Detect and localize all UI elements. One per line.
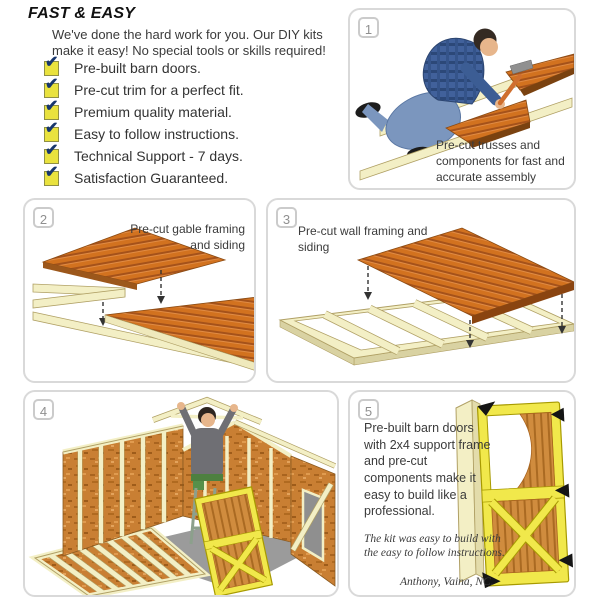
step-number-badge: 5 (358, 399, 379, 420)
checklist-item (44, 163, 244, 189)
checklist-item (44, 141, 244, 167)
check-icon: ✔ (44, 61, 59, 76)
checklist-item-label: Technical Support - 7 days. (74, 148, 243, 164)
step-panel-5-barn-door (348, 390, 576, 597)
step-panel-4-shed-assembly (23, 390, 339, 597)
step-panel-1-trusses (348, 8, 576, 190)
checklist-item-label: Satisfaction Guaranteed. (74, 170, 229, 186)
testimonial-attribution: Anthony, Vaina, NC. (400, 576, 494, 588)
intro-text: We've done the hard work for you. Our DIY kits make it easy! No special tools or skills required! (52, 27, 326, 59)
checklist-item (44, 97, 244, 123)
check-icon: ✔ (44, 171, 59, 186)
checklist-item (44, 75, 244, 101)
step-number-badge: 4 (33, 399, 54, 420)
check-icon: ✔ (44, 105, 59, 120)
panel-3-caption: Pre-cut wall framing and siding (298, 224, 428, 254)
step-panel-2-gable (23, 198, 256, 383)
checklist-item-label: Pre-cut trim for a perfect fit. (74, 82, 244, 98)
check-icon: ✔ (44, 127, 59, 142)
panel-5-description: Pre-built barn doors with 2x4 support frame and pre-cut components make it easy to build like a professional. (364, 421, 491, 519)
panel-2-caption: Pre-cut gable framing and siding (130, 222, 245, 252)
checklist-item-label: Easy to follow instructions. (74, 126, 239, 142)
check-icon: ✔ (44, 83, 59, 98)
checklist-item-label: Pre-built barn doors. (74, 60, 201, 76)
feature-checklist (44, 53, 244, 189)
check-icon: ✔ (44, 149, 59, 164)
checklist-item (44, 53, 244, 79)
step-number-badge: 1 (358, 17, 379, 38)
step-number-badge: 2 (33, 207, 54, 228)
panel-1-caption: Pre-cut trusses and components for fast and accurate assembly (436, 138, 565, 184)
customer-testimonial: The kit was easy to build with the easy to follow instructions. (364, 533, 505, 560)
step-panel-3-wall (266, 198, 576, 383)
page-title: FAST & EASY (28, 5, 136, 22)
shed-assembly-illustration (25, 392, 337, 595)
step-number-badge: 3 (276, 207, 297, 228)
checklist-item (44, 119, 244, 145)
checklist-item-label: Premium quality material. (74, 104, 232, 120)
